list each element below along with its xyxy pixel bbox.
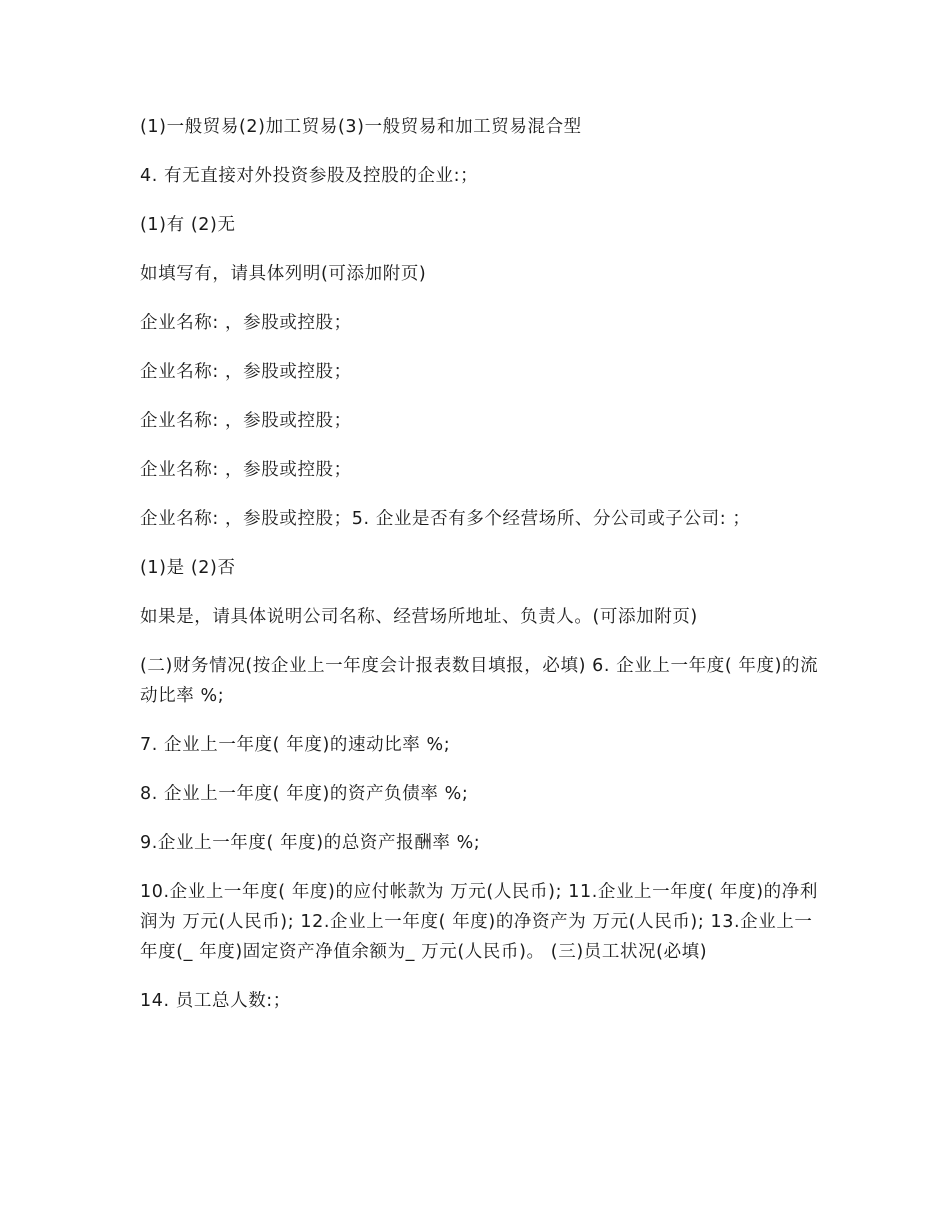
trade-type-options: (1)一般贸易(2)加工贸易(3)一般贸易和加工贸易混合型 (140, 117, 582, 137)
document-page (140, 112, 820, 1035)
investment-instruction: 如填写有，请具体列明(可添加附页) (140, 264, 427, 284)
question-4-options: (1)有 (2)无 (140, 215, 236, 235)
question-4-investment: 4. 有无直接对外投资参股及控股的企业:； (140, 166, 479, 186)
financial-section-and-question-6: (二)财务情况(按企业上一年度会计报表数目填报，必填) 6. 企业上一年度( 年度)的流动比率 %; (140, 656, 819, 706)
questions-10-13-and-staff-section: 10.企业上一年度( 年度)的应付帐款为 万元(人民币); 11.企业上一年度( 年度)的净利润为 万元(人民币); 12.企业上一年度( 年度)的净资产为 万元(人民币); 13.企业上一年度(_ 年度)固定资产净值余额为_ 万元(人民币)。 (三)员工状况(必填) (140, 882, 818, 962)
question-5-instruction: 如果是，请具体说明公司名称、经营场所地址、负责人。(可添加附页) (140, 607, 698, 627)
company-name-line-1: 企业名称: ，参股或控股； (140, 313, 352, 333)
question-7-quick-ratio: 7. 企业上一年度( 年度)的速动比率 %; (140, 735, 451, 755)
question-8-debt-ratio: 8. 企业上一年度( 年度)的资产负债率 %; (140, 784, 469, 804)
question-14-total-staff: 14. 员工总人数:； (140, 991, 291, 1011)
question-9-roa: 9.企业上一年度( 年度)的总资产报酬率 %; (140, 833, 481, 853)
company-name-line-5-and-question-5: 企业名称: ，参股或控股；5. 企业是否有多个经营场所、分公司或子公司: ； (140, 509, 751, 529)
company-name-line-4: 企业名称: ，参股或控股； (140, 460, 352, 480)
company-name-line-3: 企业名称: ，参股或控股； (140, 411, 352, 431)
question-5-options: (1)是 (2)否 (140, 558, 236, 578)
company-name-line-2: 企业名称: ，参股或控股； (140, 362, 352, 382)
